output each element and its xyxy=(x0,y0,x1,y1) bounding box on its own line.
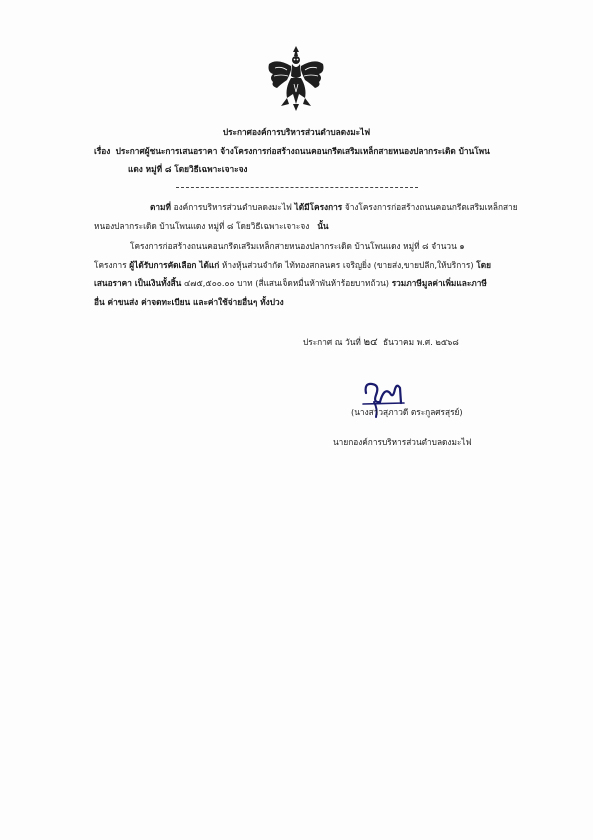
announce-date xyxy=(303,336,459,349)
paragraph-2-line-3 xyxy=(94,277,487,289)
announce-month-year: ธันวาคม พ.ศ. ๒๕๖๘ xyxy=(383,337,459,347)
announce-day: ๒๔ xyxy=(363,337,378,348)
paragraph-2-line-2 xyxy=(94,259,491,271)
garuda-emblem-icon xyxy=(263,44,329,112)
announce-prefix: ประกาศ ณ วันที่ xyxy=(303,337,361,347)
paragraph-2-line-1: โครงการก่อสร้างถนนคอนกรีตเสริมเหล็กสายหนองปลากระเดิด บ้านโพนแดง หมู่ที่ ๘ จำนวน ๑ xyxy=(130,241,465,251)
p2-amount: ๔๗๕,๕๐๐.๐๐ บาท (สี่แสนเจ็ดหมื่นห้าพันห้าร้อยบาทถ้วน) xyxy=(184,278,390,288)
paragraph-2-line-4: อื่น ค่าขนส่ง ค่าจดทะเบียน และค่าใช้จ่ายอื่นๆ ทั้งปวง xyxy=(94,297,284,307)
p2-selected-label: ผู้ได้รับการคัดเลือก ได้แก่ xyxy=(129,260,220,270)
p2-offer-label: เสนอราคา เป็นเงินทั้งสิ้น xyxy=(94,278,182,288)
paragraph-1-line-2 xyxy=(94,220,329,232)
p1-lead: ตามที่ xyxy=(150,202,171,212)
p1-has-project: ได้มีโครงการ xyxy=(294,202,343,212)
p1-project: จ้างโครงการก่อสร้างถนนคอนกรีตเสริมเหล็กสาย xyxy=(344,202,518,212)
p2-by: โดย xyxy=(476,260,491,270)
p1-end: นั้น xyxy=(317,221,329,231)
subject-line-1 xyxy=(94,145,490,157)
signer-position: นายกองค์การบริหารส่วนตำบลดงมะไฟ xyxy=(333,437,472,447)
p1-project-cont: หนองปลากระเดิด บ้านโพนแดง หมู่ที่ ๘ โดยวิธีเฉพาะเจาะจง xyxy=(94,221,310,231)
p2-tax-label: รวมภาษีมูลค่าเพิ่มและภาษี xyxy=(391,278,487,288)
subject-line-2: แดง หมู่ที่ ๘ โดยวิธีเฉพาะเจาะจง xyxy=(128,164,248,174)
subject-label: เรื่อง xyxy=(94,146,111,156)
org-title: ประกาศองค์การบริหารส่วนตำบลดงมะไฟ xyxy=(222,127,371,137)
p2-project-word: โครงการ xyxy=(94,260,127,270)
p1-org: องค์การบริหารส่วนตำบลดงมะไฟ xyxy=(173,202,292,212)
subject-text: ประกาศผู้ชนะการเสนอราคา จ้างโครงการก่อสร้างถนนคอนกรีตเสริมเหล็กสายหนองปลากระเดิด บ้านโพน xyxy=(115,146,490,156)
p2-winner: ห้างหุ้นส่วนจำกัด ไท้ทองสกลนคร เจริญยิ่ง (ขายส่ง,ขายปลีก,ให้บริการ) xyxy=(221,260,474,270)
signer-name: (นางสาวสุภาวดี ตระกูลศรสุรย์) xyxy=(351,407,463,417)
paragraph-1-line-1 xyxy=(150,201,518,213)
separator-line xyxy=(176,187,418,188)
